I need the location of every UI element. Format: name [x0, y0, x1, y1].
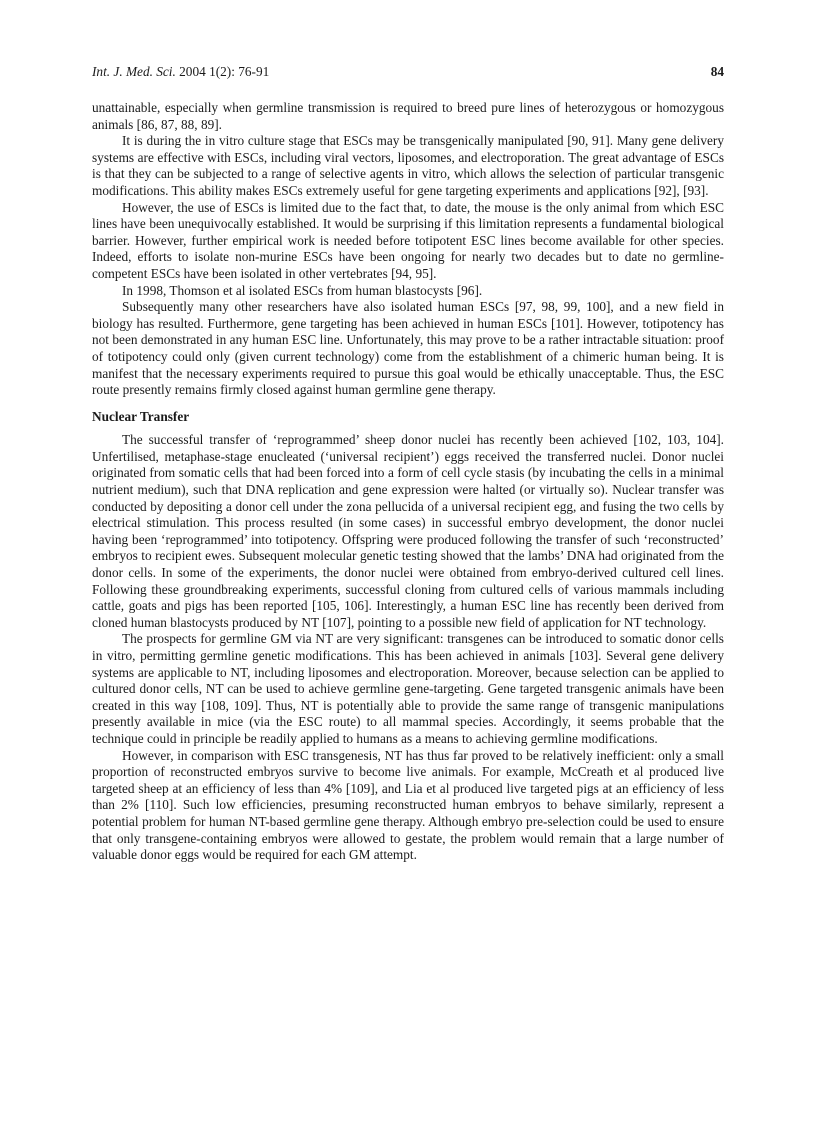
- running-header: [92, 62, 724, 82]
- journal-volume-issue: 2004 1(2): 76-91: [175, 64, 270, 79]
- section-heading-nuclear-transfer: Nuclear Transfer: [92, 408, 190, 424]
- journal-name: Int. J. Med. Sci.: [92, 64, 176, 79]
- paragraph: Subsequently many other researchers have also isolated human ESCs [97, 98, 99, 100], and a new field in biology has resulted. Furthermore, gene targeting has been achieved in human ESCs [101]. However, totipotency has not been demonstrated in any human ESC line. Unfortunately, this may prove to be a rather intractable situation: proof of totipotency could only (given current technology) come from the establishment of a chimeric human being. It is manifest that the necessary experiments required to pursue this goal would be ethically unacceptable. Thus, the ESC route presently remains firmly closed against human germline gene therapy.: [92, 299, 724, 398]
- journal-citation: [92, 62, 269, 82]
- page-number: 84: [710, 64, 724, 79]
- paragraphs-before-heading: [92, 100, 724, 399]
- paragraph: The prospects for germline GM via NT are very significant: transgenes can be introduced to somatic donor cells in vitro, permitting germline genetic modifications. This has been achieved in animals [103]. Several gene delivery systems are applicable to NT, including liposomes and electroporation. Moreover, because selection can be applied to cultured donor cells, NT can be used to achieve germline gene-targeting. Gene targeted transgenic animals have been created in this way [108, 109]. Thus, NT is potentially able to provide the same range of transgenic manipulations presently available in mice (via the ESC route) to all mammal species. Accordingly, it seems probable that the technique could in principle be readily applied to humans as a means to achieving germline modifications.: [92, 631, 724, 746]
- paragraph: In 1998, Thomson et al isolated ESCs from human blastocysts [96].: [122, 282, 483, 298]
- document-page: [92, 62, 724, 864]
- paragraph: unattainable, especially when germline transmission is required to breed pure lines of heterozygous or homozygous animals [86, 87, 88, 89].: [92, 100, 724, 132]
- paragraph: The successful transfer of ‘reprogrammed’ sheep donor nuclei has recently been achieved [102, 103, 104]. Unfertilised, metaphase-stage enucleated (‘universal recipient’) eggs received the transferred nuclei. Donor nuclei originated from somatic cells that had been forced into a form of cell cycle stasis (by incubating the cells in a minimal nutrient medium), such that DNA replication and gene expression were halted (or virtually so). Nuclear transfer was conducted by depositing a donor cell under the zona pellucida of a universal recipient egg, and fusing the two cells by electrical stimulation. This process resulted (in some cases) in successful embryo development, the donor nuclei having been ‘reprogrammed’ into totipotency. Offspring were produced following the transfer of such ‘reconstructed’ embryos to recipient ewes. Subsequent molecular genetic testing showed that the lambs’ DNA had originated from the donor cells. In some of the experiments, the donor nuclei were obtained from embryo-derived cultured cell lines. Following these groundbreaking experiments, successful cloning from cultured cells of various mammals including cattle, goats and pigs has been reported [105, 106]. Interestingly, a human ESC line has recently been derived from cloned human blastocysts produced by NT [107], pointing to a possible new field of application for NT technology.: [92, 432, 724, 630]
- article-body: [92, 100, 724, 864]
- paragraph: However, in comparison with ESC transgenesis, NT has thus far proved to be relatively inefficient: only a small proportion of reconstructed embryos survive to become live animals. For example, McCreath et al produced live targeted sheep at an efficiency of less than 4% [109], and Lia et al produced live targeted pigs at an efficiency of less than 2% [110]. Such low efficiencies, presuming reconstructed human embryos to behave similarly, represent a potential problem for human NT-based germline gene therapy. Although embryo pre-selection could be used to ensure that only transgene-containing embryos were allowed to gestate, the problem would remain that a large number of valuable donor eggs would be required for each GM attempt.: [92, 747, 724, 863]
- paragraph: It is during the in vitro culture stage that ESCs may be transgenically manipulated [90, 91]. Many gene delivery systems are effective with ESCs, including viral vectors, liposomes, and electroporation. The great advantage of ESCs is that they can be subjected to a range of selective agents in vitro, which allows the selection of particular transgenic modifications. This ability makes ESCs extremely useful for gene targeting experiments and applications [92], [93].: [92, 133, 724, 198]
- paragraphs-after-heading: [92, 432, 724, 863]
- paragraph: However, the use of ESCs is limited due to the fact that, to date, the mouse is the only animal from which ESC lines have been unequivocally established. It would be surprising if this limitation represents a fundamental biological barrier. However, further empirical work is needed before totipotent ESC lines become available for other species. Indeed, efforts to isolate non-murine ESCs have been ongoing for nearly two decades but to date no germline-competent ESCs have been isolated in other vertebrates [94, 95].: [92, 199, 724, 281]
